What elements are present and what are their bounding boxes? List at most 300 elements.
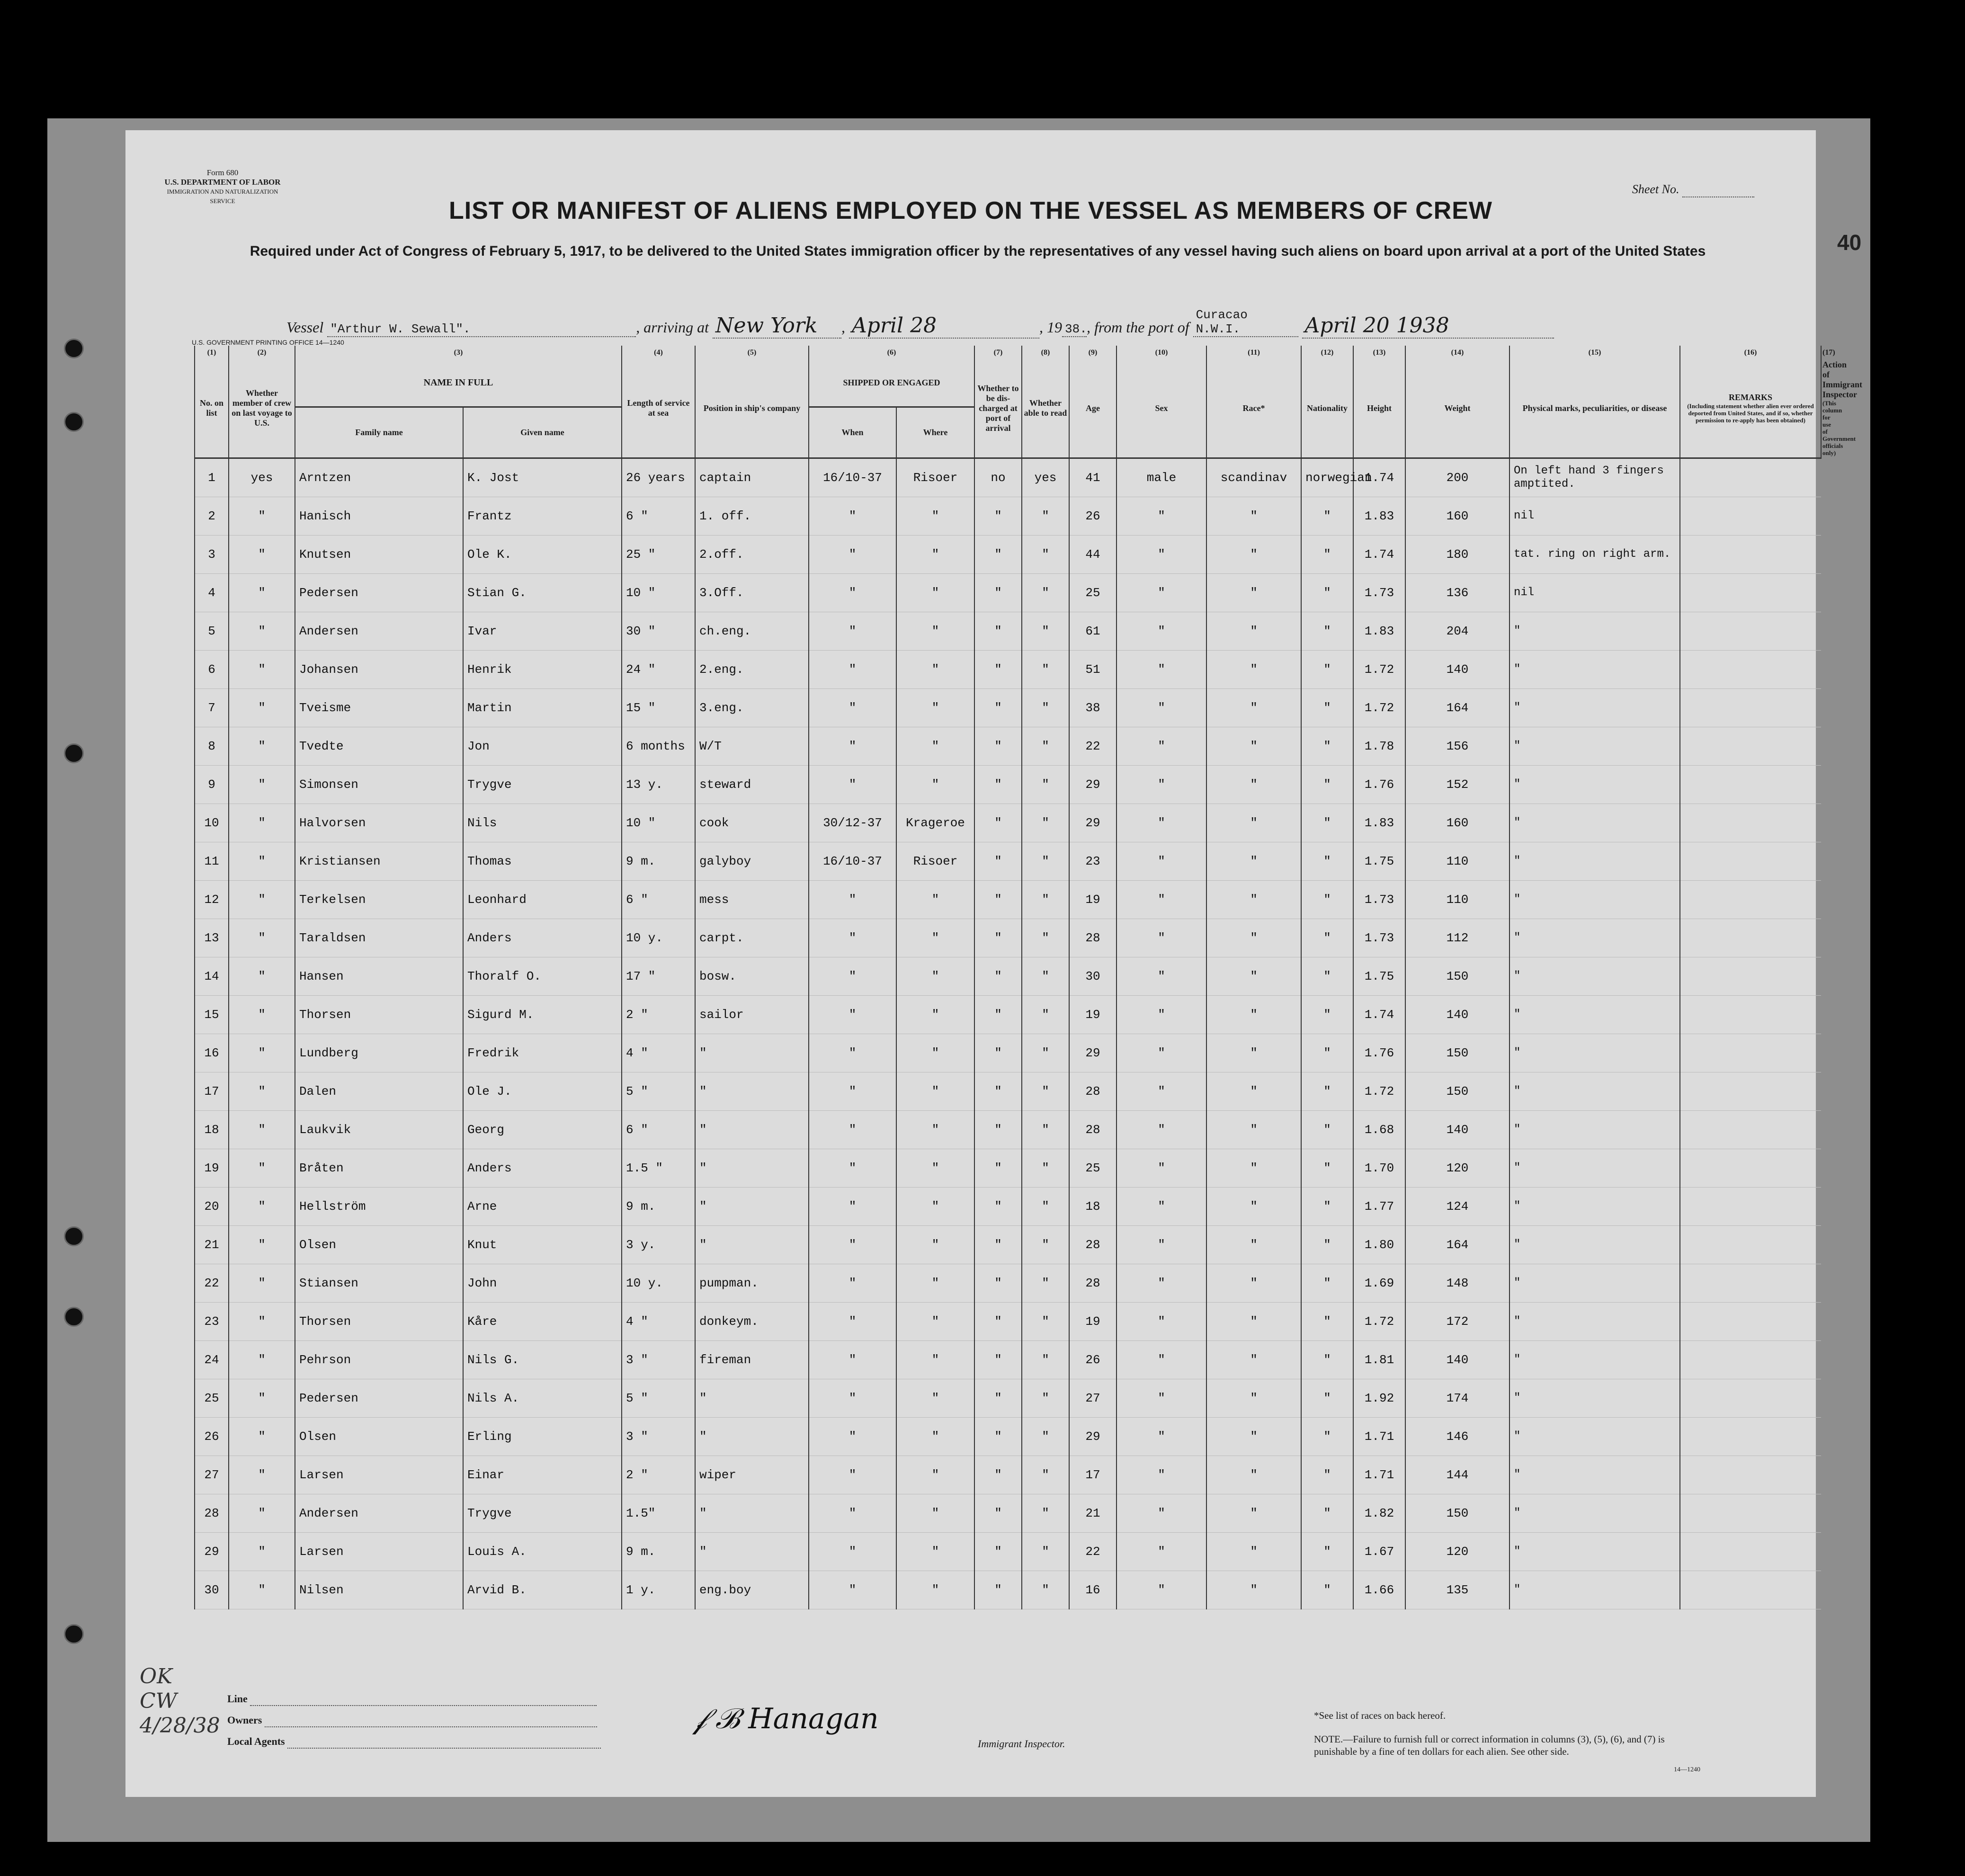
cell-weight: 120	[1405, 1533, 1509, 1571]
cell-nat: "	[1301, 1418, 1353, 1456]
cell-nat: "	[1301, 996, 1353, 1034]
cell-given: Georg	[463, 1111, 622, 1149]
cell-action	[1680, 1226, 1821, 1264]
cell-race: "	[1206, 689, 1301, 727]
cell-weight: 140	[1405, 996, 1509, 1034]
cell-age: 44	[1069, 536, 1116, 574]
header-where: Where	[896, 407, 974, 458]
header-height: Height	[1353, 359, 1405, 458]
cell-race: "	[1206, 842, 1301, 881]
table-row	[195, 1034, 1821, 1072]
cell-read: "	[1022, 536, 1069, 574]
cell-family: Dalen	[295, 1072, 463, 1111]
cell-phys: "	[1509, 1226, 1680, 1264]
cell-read: "	[1022, 1418, 1069, 1456]
cell-position: "	[695, 1533, 809, 1571]
cell-read: "	[1022, 1456, 1069, 1494]
cell-read: "	[1022, 1226, 1069, 1264]
cell-length: 6 "	[622, 881, 695, 919]
punch-hole	[64, 743, 84, 763]
cell-disch: "	[974, 919, 1022, 957]
cell-when: 30/12-37	[809, 804, 896, 842]
cell-length: 10 "	[622, 574, 695, 612]
cell-sex: "	[1116, 1034, 1206, 1072]
cell-nat: "	[1301, 1571, 1353, 1609]
cell-family: Andersen	[295, 612, 463, 651]
page-title: LIST OR MANIFEST OF ALIENS EMPLOYED ON THE VESSEL AS MEMBERS OF CREW	[449, 197, 1492, 224]
cell-last: "	[229, 919, 295, 957]
punch-hole	[64, 339, 84, 358]
cell-age: 61	[1069, 612, 1116, 651]
cell-given: Einar	[463, 1456, 622, 1494]
departure-port: Curacao N.W.I.	[1193, 308, 1298, 337]
cell-family: Pehrson	[295, 1341, 463, 1379]
cell-age: 30	[1069, 957, 1116, 996]
cell-position: 2.off.	[695, 536, 809, 574]
cell-sex: "	[1116, 1571, 1206, 1609]
manifest-form	[125, 130, 1862, 1797]
cell-read: "	[1022, 957, 1069, 996]
cell-age: 17	[1069, 1456, 1116, 1494]
cell-where: "	[896, 1379, 974, 1418]
cell-position: sailor	[695, 996, 809, 1034]
cell-weight: 152	[1405, 766, 1509, 804]
cell-read: "	[1022, 1034, 1069, 1072]
cell-length: 5 "	[622, 1072, 695, 1111]
cell-height: 1.83	[1353, 804, 1405, 842]
cell-where: "	[896, 919, 974, 957]
cell-last: "	[229, 497, 295, 536]
cell-race: "	[1206, 1418, 1301, 1456]
cell-phys: "	[1509, 804, 1680, 842]
cell-phys: "	[1509, 727, 1680, 766]
cell-age: 21	[1069, 1494, 1116, 1533]
cell-height: 1.80	[1353, 1226, 1405, 1264]
cell-action	[1680, 804, 1821, 842]
cell-family: Pedersen	[295, 1379, 463, 1418]
cell-race: "	[1206, 727, 1301, 766]
cell-no: 1	[195, 458, 229, 497]
cell-nat: "	[1301, 1226, 1353, 1264]
cell-weight: 120	[1405, 1149, 1509, 1188]
cell-where: Risoer	[896, 458, 974, 497]
cell-where: "	[896, 497, 974, 536]
cell-position: captain	[695, 458, 809, 497]
cell-when: "	[809, 1379, 896, 1418]
cell-when: 16/10-37	[809, 458, 896, 497]
cell-race: "	[1206, 1379, 1301, 1418]
table-row	[195, 1149, 1821, 1188]
cell-position: galyboy	[695, 842, 809, 881]
colnum: (5)	[695, 346, 809, 359]
cell-weight: 136	[1405, 574, 1509, 612]
cell-sex: "	[1116, 497, 1206, 536]
cell-no: 16	[195, 1034, 229, 1072]
cell-no: 20	[195, 1188, 229, 1226]
cell-read: "	[1022, 1303, 1069, 1341]
cell-no: 15	[195, 996, 229, 1034]
cell-given: Leonhard	[463, 881, 622, 919]
table-row	[195, 612, 1821, 651]
cell-family: Olsen	[295, 1226, 463, 1264]
cell-sex: "	[1116, 1303, 1206, 1341]
cell-nat: "	[1301, 1494, 1353, 1533]
cell-height: 1.72	[1353, 651, 1405, 689]
cell-read: "	[1022, 1111, 1069, 1149]
cell-position: "	[695, 1226, 809, 1264]
cell-read: yes	[1022, 458, 1069, 497]
cell-disch: "	[974, 1379, 1022, 1418]
cell-where: "	[896, 1188, 974, 1226]
colnum: (13)	[1353, 346, 1405, 359]
cell-position: 3.Off.	[695, 574, 809, 612]
header-length: Length of service at sea	[622, 359, 695, 458]
cell-weight: 164	[1405, 689, 1509, 727]
cell-sex: "	[1116, 689, 1206, 727]
cell-position: 3.eng.	[695, 689, 809, 727]
cell-when: "	[809, 1264, 896, 1303]
cell-race: "	[1206, 957, 1301, 996]
cell-race: "	[1206, 1494, 1301, 1533]
cell-read: "	[1022, 689, 1069, 727]
cell-family: Larsen	[295, 1456, 463, 1494]
cell-where: "	[896, 996, 974, 1034]
agents-label: Local Agents	[227, 1735, 601, 1749]
cell-height: 1.71	[1353, 1418, 1405, 1456]
cell-phys: "	[1509, 881, 1680, 919]
cell-action	[1680, 1111, 1821, 1149]
cell-sex: "	[1116, 996, 1206, 1034]
colnum: (10)	[1116, 346, 1206, 359]
cell-no: 14	[195, 957, 229, 996]
cell-height: 1.92	[1353, 1379, 1405, 1418]
cell-height: 1.74	[1353, 996, 1405, 1034]
cell-last: "	[229, 1533, 295, 1571]
race-note: *See list of races on back hereof.	[1314, 1710, 1446, 1721]
cell-phys: "	[1509, 1533, 1680, 1571]
header-able-read: Whether able to read	[1022, 359, 1069, 458]
cell-given: Arne	[463, 1188, 622, 1226]
cell-last: "	[229, 804, 295, 842]
cell-sex: "	[1116, 1494, 1206, 1533]
cell-when: "	[809, 574, 896, 612]
cell-height: 1.83	[1353, 497, 1405, 536]
cell-age: 23	[1069, 842, 1116, 881]
cell-last: "	[229, 727, 295, 766]
cell-no: 19	[195, 1149, 229, 1188]
cell-position: steward	[695, 766, 809, 804]
table-row	[195, 1188, 1821, 1226]
cell-length: 24 "	[622, 651, 695, 689]
cell-given: Ole J.	[463, 1072, 622, 1111]
cell-disch: "	[974, 1456, 1022, 1494]
cell-action	[1680, 996, 1821, 1034]
cell-height: 1.78	[1353, 727, 1405, 766]
cell-given: Knut	[463, 1226, 622, 1264]
cell-read: "	[1022, 804, 1069, 842]
cell-when: "	[809, 957, 896, 996]
cell-phys: "	[1509, 1341, 1680, 1379]
vessel-name: "Arthur W. Sewall".	[327, 322, 636, 337]
cell-read: "	[1022, 612, 1069, 651]
cell-nat: "	[1301, 766, 1353, 804]
header-shipped: SHIPPED OR ENGAGED	[809, 359, 974, 407]
cell-given: Fredrik	[463, 1034, 622, 1072]
cell-when: "	[809, 1034, 896, 1072]
table-row	[195, 919, 1821, 957]
cell-action	[1680, 458, 1821, 497]
colnum: (6)	[809, 346, 974, 359]
cell-age: 38	[1069, 689, 1116, 727]
cell-last: yes	[229, 458, 295, 497]
cell-family: Stiansen	[295, 1264, 463, 1303]
cell-last: "	[229, 612, 295, 651]
table-row	[195, 574, 1821, 612]
cell-height: 1.71	[1353, 1456, 1405, 1494]
cell-disch: "	[974, 612, 1022, 651]
cell-given: Sigurd M.	[463, 996, 622, 1034]
cell-length: 9 m.	[622, 1188, 695, 1226]
cell-age: 28	[1069, 1264, 1116, 1303]
cell-read: "	[1022, 1341, 1069, 1379]
colnum: (12)	[1301, 346, 1353, 359]
cell-sex: "	[1116, 574, 1206, 612]
cell-phys: "	[1509, 1303, 1680, 1341]
cell-last: "	[229, 957, 295, 996]
cell-phys: "	[1509, 612, 1680, 651]
cell-disch: "	[974, 727, 1022, 766]
cell-age: 22	[1069, 727, 1116, 766]
cell-last: "	[229, 1034, 295, 1072]
colnum: (9)	[1069, 346, 1116, 359]
cell-read: "	[1022, 1379, 1069, 1418]
cell-phys: "	[1509, 1264, 1680, 1303]
cell-race: "	[1206, 766, 1301, 804]
cell-given: Henrik	[463, 651, 622, 689]
cell-age: 19	[1069, 1303, 1116, 1341]
cell-when: "	[809, 1418, 896, 1456]
cell-last: "	[229, 1418, 295, 1456]
cell-position: "	[695, 1149, 809, 1188]
cell-phys: tat. ring on right arm.	[1509, 536, 1680, 574]
cell-action	[1680, 651, 1821, 689]
table-row	[195, 497, 1821, 536]
cell-family: Tveisme	[295, 689, 463, 727]
cell-disch: "	[974, 881, 1022, 919]
cell-last: "	[229, 996, 295, 1034]
cell-age: 29	[1069, 804, 1116, 842]
cell-where: "	[896, 1571, 974, 1609]
header-name: NAME IN FULL	[295, 359, 622, 407]
cell-given: Erling	[463, 1418, 622, 1456]
cell-height: 1.82	[1353, 1494, 1405, 1533]
cell-read: "	[1022, 996, 1069, 1034]
cell-nat: "	[1301, 957, 1353, 996]
cell-weight: 164	[1405, 1226, 1509, 1264]
cell-nat: "	[1301, 574, 1353, 612]
cell-last: "	[229, 1456, 295, 1494]
cell-length: 3 y.	[622, 1226, 695, 1264]
cell-nat: "	[1301, 612, 1353, 651]
cell-sex: "	[1116, 1111, 1206, 1149]
cell-weight: 135	[1405, 1571, 1509, 1609]
cell-sex: "	[1116, 1456, 1206, 1494]
cell-where: "	[896, 536, 974, 574]
cell-action	[1680, 1494, 1821, 1533]
cell-action	[1680, 1379, 1821, 1418]
cell-length: 10 y.	[622, 919, 695, 957]
cell-when: "	[809, 1341, 896, 1379]
table-row	[195, 1226, 1821, 1264]
cell-height: 1.72	[1353, 689, 1405, 727]
cell-given: Nils A.	[463, 1379, 622, 1418]
table-row	[195, 1072, 1821, 1111]
cell-no: 17	[195, 1072, 229, 1111]
table-row	[195, 881, 1821, 919]
cell-sex: "	[1116, 1418, 1206, 1456]
cell-given: Thomas	[463, 842, 622, 881]
line-label: Line	[227, 1693, 597, 1706]
cell-disch: "	[974, 996, 1022, 1034]
cell-race: "	[1206, 1188, 1301, 1226]
cell-phys: "	[1509, 1418, 1680, 1456]
cell-family: Simonsen	[295, 766, 463, 804]
cell-weight: 160	[1405, 497, 1509, 536]
cell-when: "	[809, 1571, 896, 1609]
cell-family: Bråten	[295, 1149, 463, 1188]
cell-phys: "	[1509, 1111, 1680, 1149]
cell-action	[1680, 1341, 1821, 1379]
cell-given: Louis A.	[463, 1533, 622, 1571]
inspector-signature: 𝒻 ℬ Hanagan	[694, 1702, 879, 1735]
cell-no: 6	[195, 651, 229, 689]
colnum: (7)	[974, 346, 1022, 359]
cell-race: "	[1206, 1456, 1301, 1494]
cell-sex: "	[1116, 1341, 1206, 1379]
cell-length: 1.5 "	[622, 1149, 695, 1188]
cell-where: "	[896, 1494, 974, 1533]
cell-when: "	[809, 612, 896, 651]
cell-race: "	[1206, 1341, 1301, 1379]
cell-length: 6 months	[622, 727, 695, 766]
penalty-note: NOTE.—Failure to furnish full or correct information in columns (3), (5), (6), and (7) is punishable by a fine of ten dollars for each alien. See other side.	[1314, 1733, 1665, 1757]
cell-read: "	[1022, 1072, 1069, 1111]
cell-position: "	[695, 1188, 809, 1226]
cell-weight: 150	[1405, 1034, 1509, 1072]
cell-action	[1680, 881, 1821, 919]
cell-action	[1680, 1303, 1821, 1341]
cell-age: 28	[1069, 1226, 1116, 1264]
cell-nat: "	[1301, 689, 1353, 727]
cell-where: "	[896, 1034, 974, 1072]
cell-age: 26	[1069, 1341, 1116, 1379]
cell-position: "	[695, 1072, 809, 1111]
cell-position: wiper	[695, 1456, 809, 1494]
punch-hole	[64, 1226, 84, 1246]
cell-last: "	[229, 1303, 295, 1341]
cell-family: Laukvik	[295, 1111, 463, 1149]
cell-given: Anders	[463, 919, 622, 957]
cell-action	[1680, 536, 1821, 574]
cell-age: 28	[1069, 1072, 1116, 1111]
cell-race: "	[1206, 1072, 1301, 1111]
cell-family: Nilsen	[295, 1571, 463, 1609]
cell-age: 28	[1069, 1111, 1116, 1149]
cell-last: "	[229, 1072, 295, 1111]
cell-weight: 124	[1405, 1188, 1509, 1226]
cell-phys: "	[1509, 1379, 1680, 1418]
cell-height: 1.75	[1353, 957, 1405, 996]
cell-length: 10 y.	[622, 1264, 695, 1303]
cell-no: 26	[195, 1418, 229, 1456]
cell-no: 24	[195, 1341, 229, 1379]
cell-sex: "	[1116, 842, 1206, 881]
cell-when: "	[809, 881, 896, 919]
cell-phys: "	[1509, 1456, 1680, 1494]
header-family-name: Family name	[295, 407, 463, 458]
form-code: 14—1240	[1674, 1766, 1700, 1773]
cell-last: "	[229, 1571, 295, 1609]
cell-where: "	[896, 1111, 974, 1149]
cell-no: 27	[195, 1456, 229, 1494]
cell-given: Frantz	[463, 497, 622, 536]
cell-action	[1680, 919, 1821, 957]
table-row	[195, 842, 1821, 881]
colnum: (14)	[1405, 346, 1509, 359]
cell-when: "	[809, 1188, 896, 1226]
cell-disch: "	[974, 1111, 1022, 1149]
colnum: (11)	[1206, 346, 1301, 359]
cell-given: Nils G.	[463, 1341, 622, 1379]
cell-phys: nil	[1509, 497, 1680, 536]
cell-age: 28	[1069, 919, 1116, 957]
cell-no: 22	[195, 1264, 229, 1303]
cell-disch: "	[974, 689, 1022, 727]
cell-age: 27	[1069, 1379, 1116, 1418]
cell-position: W/T	[695, 727, 809, 766]
cell-action	[1680, 1149, 1821, 1188]
cell-sex: "	[1116, 1188, 1206, 1226]
cell-when: "	[809, 651, 896, 689]
page-number: 40	[1837, 230, 1862, 255]
cell-sex: "	[1116, 804, 1206, 842]
cell-height: 1.75	[1353, 842, 1405, 881]
cell-read: "	[1022, 881, 1069, 919]
cell-weight: 146	[1405, 1418, 1509, 1456]
cell-height: 1.68	[1353, 1111, 1405, 1149]
cell-nat: "	[1301, 1379, 1353, 1418]
cell-race: "	[1206, 651, 1301, 689]
cell-last: "	[229, 651, 295, 689]
punch-hole	[64, 1624, 84, 1644]
remarks-note: (Including statement whether alien ever ordered deported from United States, and if so, whether permission to re-apply has been obtained)	[1687, 402, 1814, 424]
header-age: Age	[1069, 359, 1116, 458]
header-last-voyage: Whether member of crew on last voyage to U.S.	[229, 359, 295, 458]
cell-height: 1.73	[1353, 881, 1405, 919]
table-row	[195, 1303, 1821, 1341]
cell-disch: "	[974, 1303, 1022, 1341]
cell-no: 21	[195, 1226, 229, 1264]
header-sex: Sex	[1116, 359, 1206, 458]
column-header-row	[195, 359, 1821, 407]
cell-disch: no	[974, 458, 1022, 497]
header-physical: Physical marks, peculiarities, or disease	[1509, 359, 1680, 458]
cell-family: Larsen	[295, 1533, 463, 1571]
cell-weight: 144	[1405, 1456, 1509, 1494]
table-row	[195, 804, 1821, 842]
departure-date: April 20 1938	[1302, 313, 1554, 339]
cell-last: "	[229, 1226, 295, 1264]
